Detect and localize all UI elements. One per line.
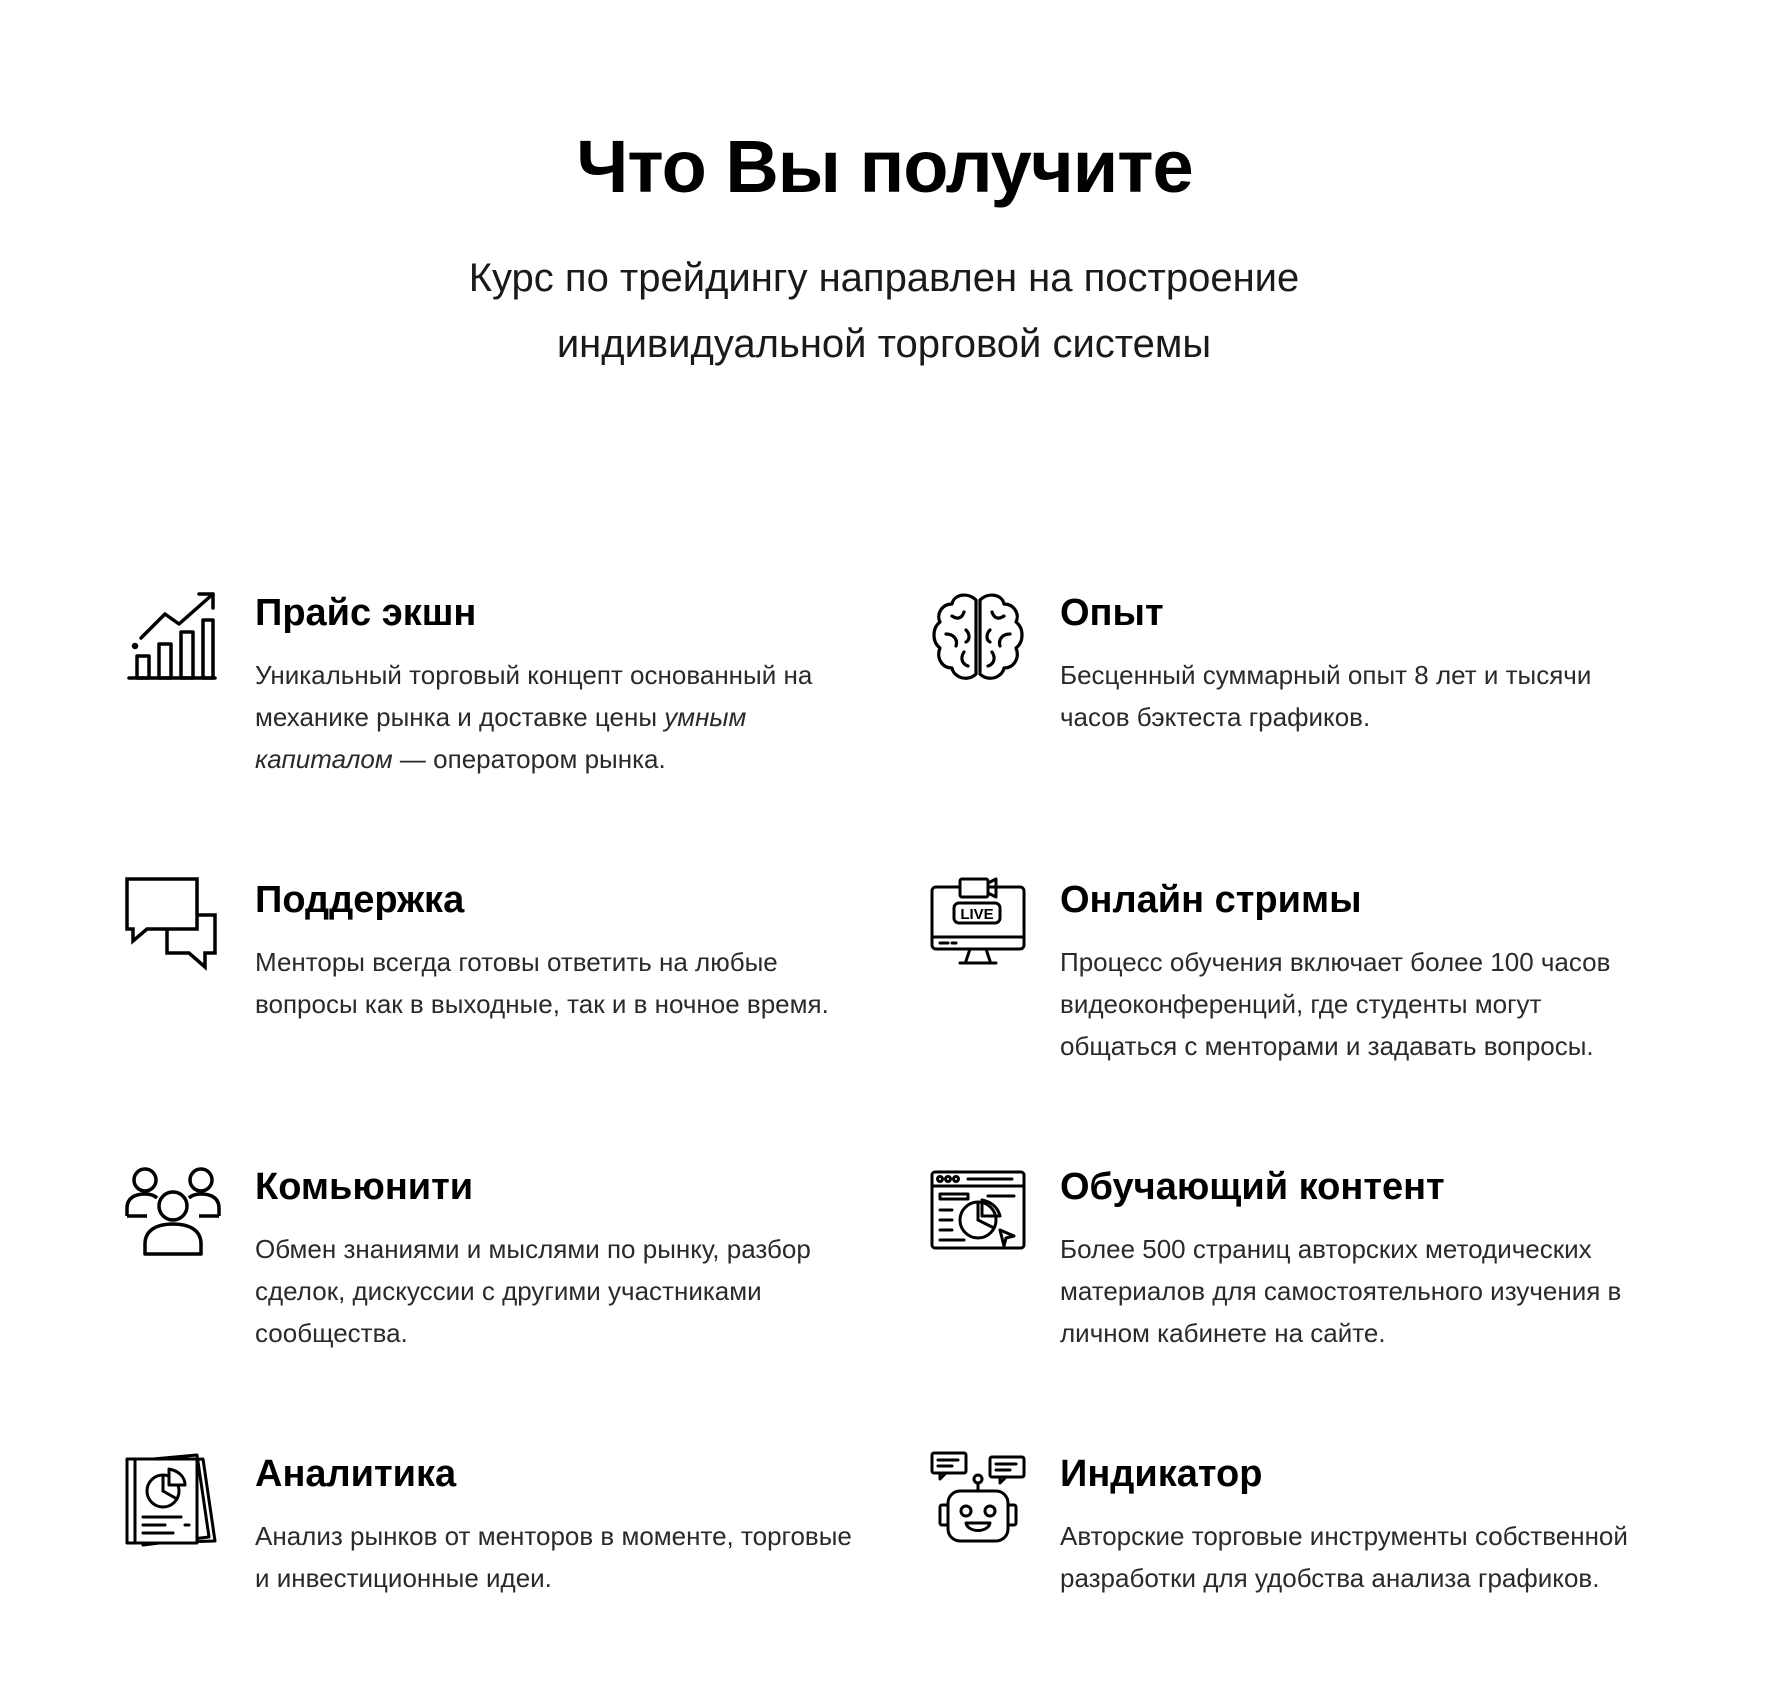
feature-title: Прайс экшн — [255, 592, 477, 634]
feature-title: Обучающий контент — [1060, 1166, 1445, 1208]
desc-text-end: — оператором рынка. — [392, 744, 666, 774]
live-monitor-icon — [930, 877, 1026, 973]
feature-title: Опыт — [1060, 592, 1164, 634]
live-label: LIVE — [960, 906, 994, 923]
feature-title: Онлайн стримы — [1060, 879, 1362, 921]
feature-description: Бесценный суммарный опыт 8 лет и тысячи часов бэктеста графиков. — [1060, 660, 1592, 732]
feature-title: Аналитика — [255, 1453, 457, 1495]
growth-chart-icon — [125, 590, 221, 686]
feature-indicator — [930, 1451, 1630, 1681]
intro-line-2: индивидуальной торговой системы — [556, 322, 1212, 366]
feature-description — [255, 654, 855, 780]
feature-online-streams — [930, 877, 1630, 1107]
robot-chat-icon — [930, 1451, 1026, 1547]
feature-description: Обмен знаниями и мыслями по рынку, разбор сделок, дискуссии с другими участниками сообщества. — [255, 1234, 811, 1348]
feature-title: Поддержка — [255, 879, 465, 921]
feature-description: Анализ рынков от менторов в моменте, торговые и инвестиционные идеи. — [255, 1521, 852, 1593]
report-documents-icon — [125, 1451, 221, 1547]
feature-description: Менторы всегда готовы ответить на любые вопросы как в выходные, так и в ночное время. — [255, 947, 829, 1019]
feature-support — [125, 877, 829, 1107]
intro-text — [384, 245, 1384, 377]
feature-price-action — [125, 590, 825, 820]
brain-icon — [930, 590, 1026, 686]
people-group-icon — [125, 1164, 221, 1260]
page-title: Что Вы получите — [576, 124, 1193, 208]
feature-educational-content — [930, 1164, 1630, 1394]
browser-chart-icon — [930, 1164, 1026, 1260]
feature-title: Комьюнити — [255, 1166, 474, 1208]
chat-bubbles-icon — [125, 877, 221, 973]
feature-title: Индикатор — [1060, 1453, 1263, 1495]
desc-text: Уникальный торговый концепт основанный на механике рынка и доставке цены — [255, 660, 813, 732]
feature-community — [125, 1164, 825, 1394]
intro-line-1: Курс по трейдингу направлен на построение — [468, 256, 1300, 300]
feature-description: Более 500 страниц авторских методических материалов для самостоятельного изучения в личном кабинете на сайте. — [1060, 1234, 1622, 1348]
feature-analytics — [125, 1451, 852, 1681]
feature-description: Процесс обучения включает более 100 часов видеоконференций, где студенты могут общаться с менторами и задавать вопросы. — [1060, 947, 1611, 1061]
desc-italic-text: умным капиталом — [255, 702, 747, 774]
feature-description: Авторские торговые инструменты собственной разработки для удобства анализа графиков. — [1060, 1521, 1628, 1593]
feature-experience — [930, 590, 1630, 820]
